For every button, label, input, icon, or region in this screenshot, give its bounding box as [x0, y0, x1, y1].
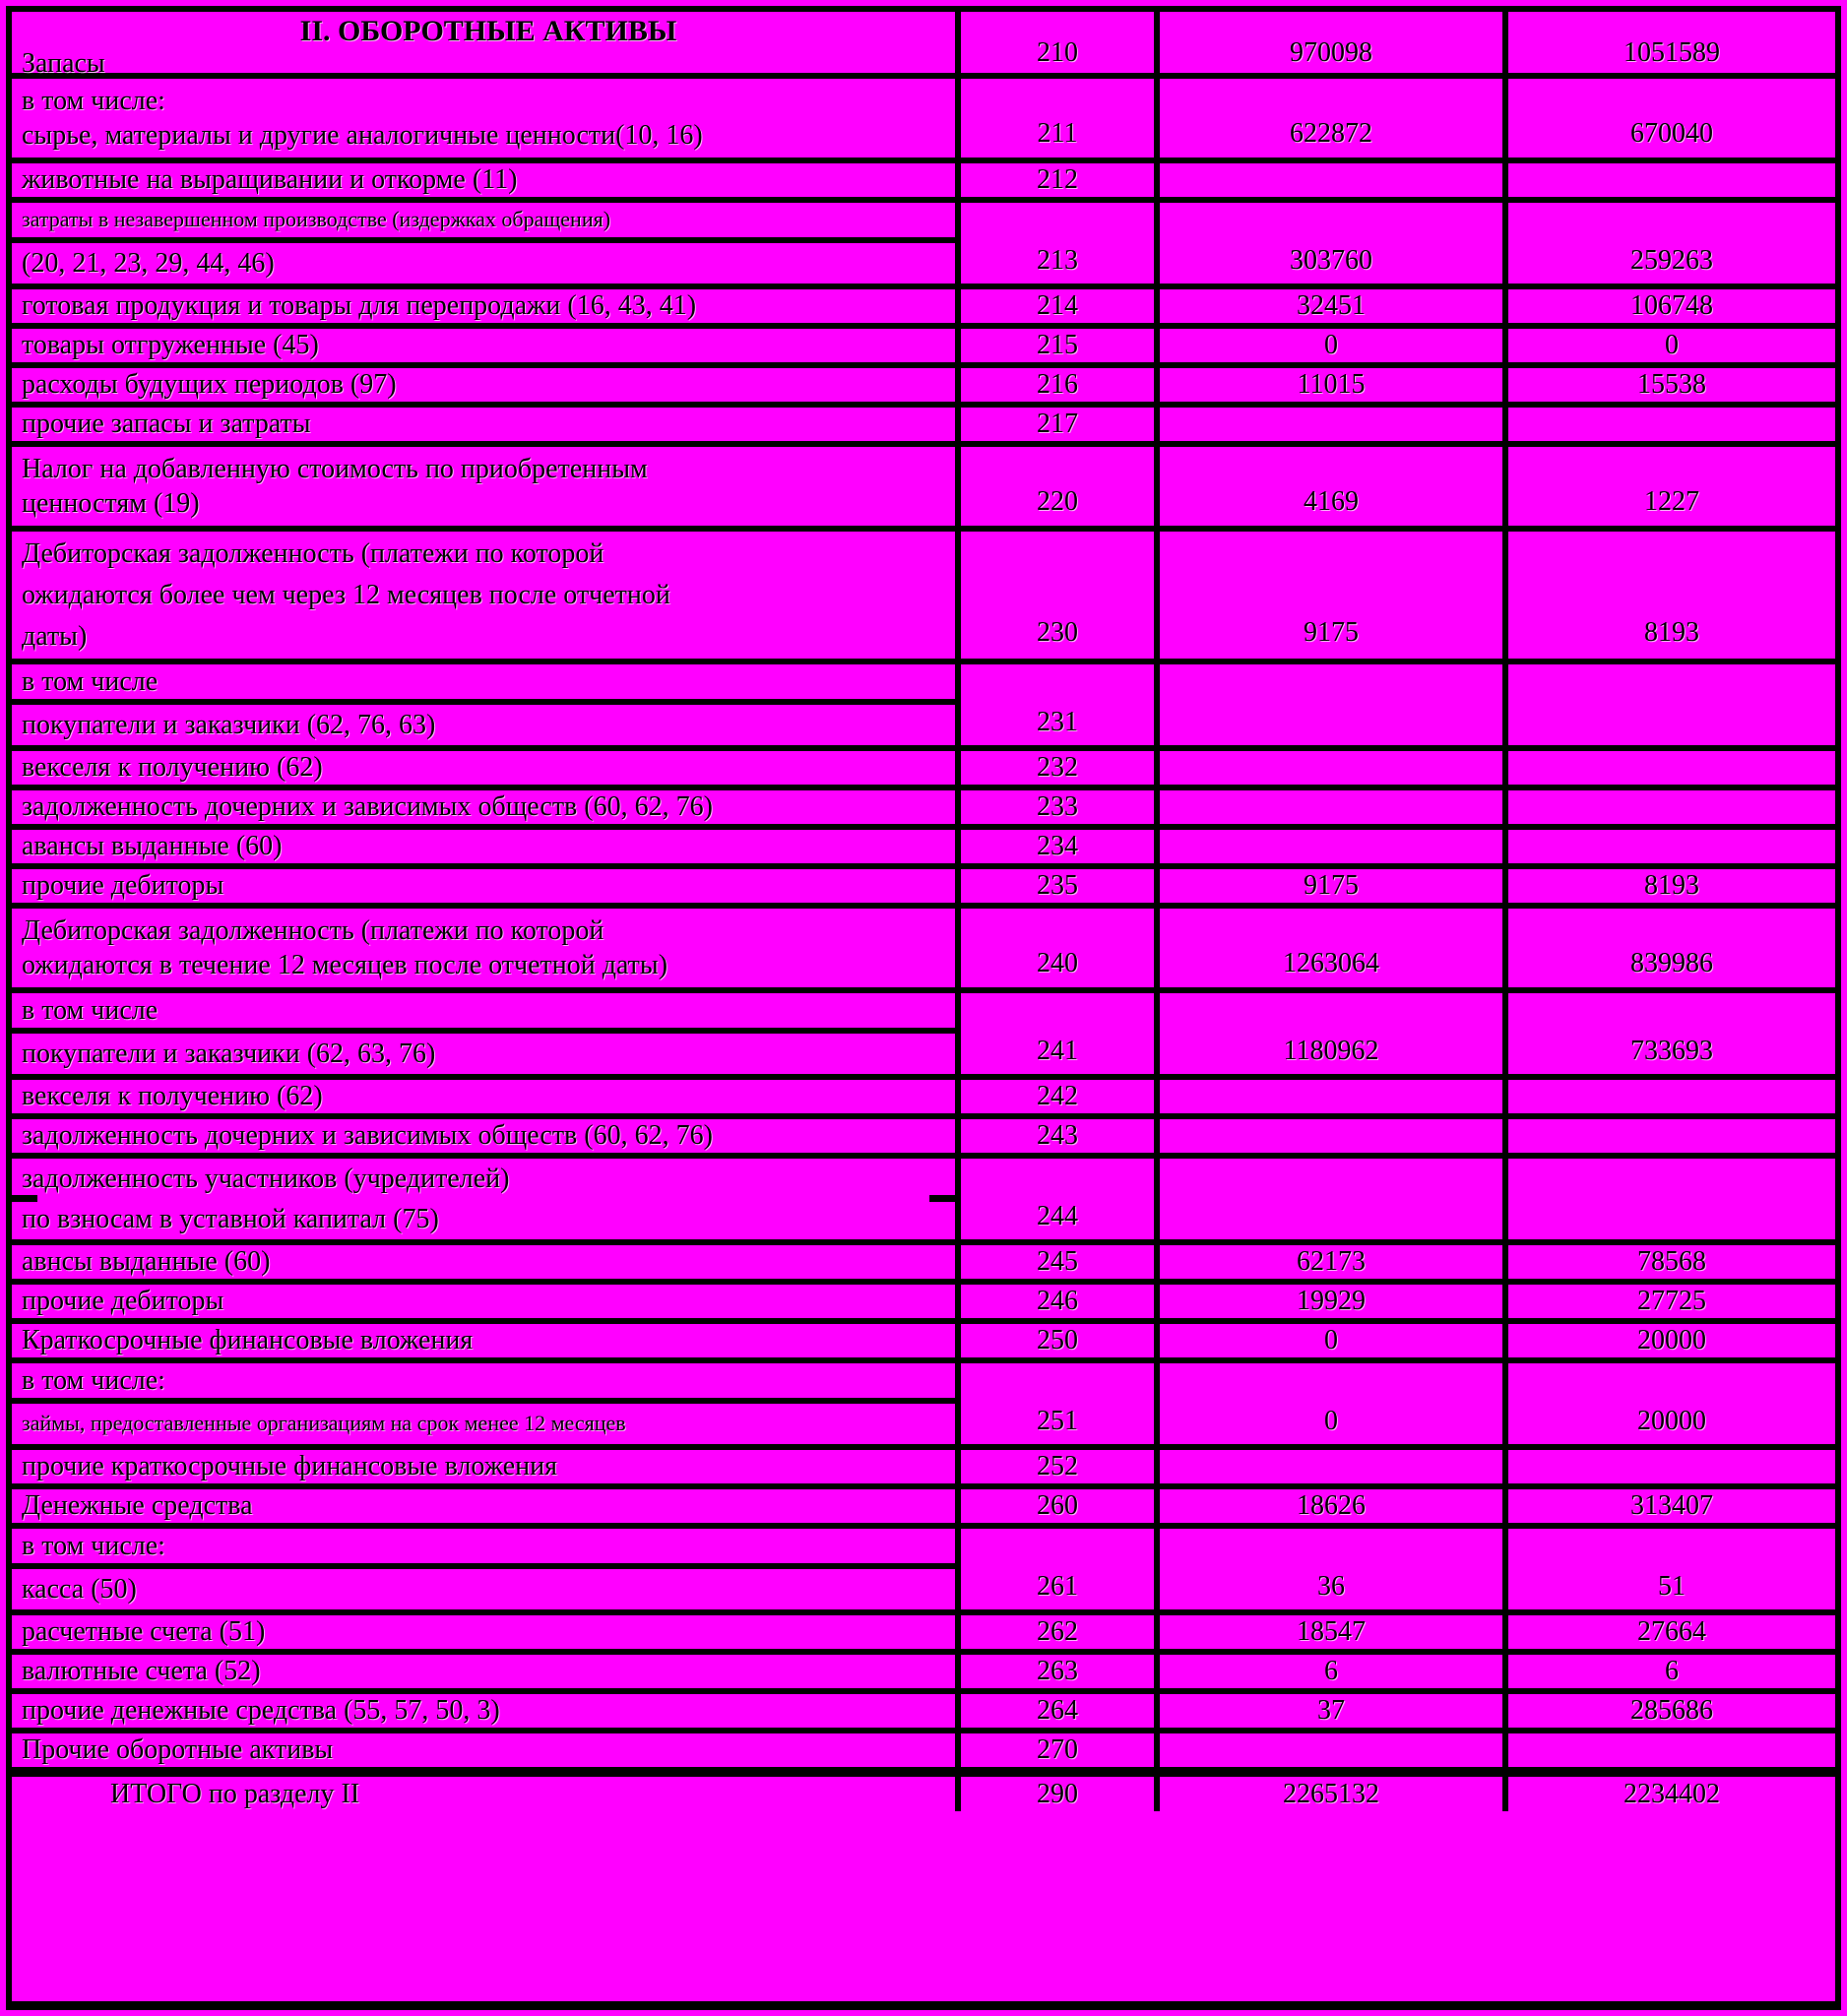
value-start-cell: 37	[1160, 1694, 1508, 1728]
value-start-cell	[1160, 830, 1508, 863]
indicator-text: авансы выданные (60)	[22, 831, 283, 862]
value-end-cell: 27725	[1637, 1286, 1706, 1316]
table-row-213	[12, 197, 1835, 284]
table-row-216	[12, 362, 1835, 402]
indicator-cell	[12, 203, 961, 284]
indicator-subrow	[12, 1363, 955, 1404]
value-start-cell	[1160, 664, 1508, 745]
value-end-cell	[1508, 1080, 1835, 1113]
table-row-243	[12, 1113, 1835, 1153]
indicator-cell	[12, 1655, 961, 1688]
value-start-cell	[1160, 751, 1508, 785]
value-start-cell: 11015	[1160, 368, 1508, 402]
table-row-264	[12, 1688, 1835, 1728]
value-end-cell	[1508, 830, 1835, 863]
code-cell: 230	[961, 532, 1160, 659]
indicator-text: по взносам в уставной капитал (75)	[22, 1203, 439, 1234]
indicator-text: прочие запасы и затраты	[22, 409, 311, 440]
indicator-subrow	[12, 1159, 955, 1199]
code-cell: 233	[961, 790, 1160, 824]
indicator-text: векселя к получению (62)	[22, 752, 323, 784]
code-cell: 216	[961, 368, 1160, 402]
table-row-234	[12, 824, 1835, 863]
code-cell: 215	[961, 329, 1160, 362]
indicator-text: покупатели и заказчики (62, 76, 63)	[22, 709, 436, 740]
indicator-subrow	[12, 993, 955, 1034]
indicator-cell	[12, 329, 961, 362]
code-cell: 235	[961, 869, 1160, 903]
value-end-cell: 285686	[1630, 1695, 1713, 1726]
indicator-cell	[12, 447, 961, 526]
indicator-cell	[12, 1324, 961, 1357]
value-end-cell	[1508, 408, 1835, 441]
value-start-cell: 6	[1160, 1655, 1508, 1688]
table-row-242	[12, 1074, 1835, 1113]
code-cell: 231	[961, 664, 1160, 745]
indicator-text: в том числе:	[22, 1364, 165, 1396]
value-start-cell: 18547	[1160, 1615, 1508, 1649]
code-cell: 246	[961, 1285, 1160, 1318]
indicator-text: расходы будущих периодов (97)	[22, 369, 397, 401]
code-cell: 220	[961, 447, 1160, 526]
value-end-cell	[1508, 1450, 1835, 1483]
value-start-cell: 18626	[1160, 1489, 1508, 1523]
table-row-261	[12, 1523, 1835, 1609]
code-cell: 242	[961, 1080, 1160, 1113]
table-row-251	[12, 1357, 1835, 1444]
table-row-210	[12, 12, 1835, 79]
indicator-text: в том числе:	[22, 1530, 165, 1561]
table-row-252	[12, 1444, 1835, 1483]
table-row-215	[12, 323, 1835, 362]
value-end-cell: 106748	[1630, 290, 1713, 321]
indicator-cell	[12, 869, 961, 903]
indicator-text: векселя к получению (62)	[22, 1081, 323, 1112]
code-cell: 245	[961, 1245, 1160, 1279]
value-end-cell: 15538	[1637, 369, 1706, 400]
indicator-cell	[12, 1119, 961, 1153]
code-cell: 252	[961, 1450, 1160, 1483]
value-start-cell	[1160, 163, 1508, 197]
code-cell: 251	[961, 1363, 1160, 1444]
indicator-text: ожидаются в течение 12 месяцев после отчетной даты)	[22, 949, 669, 980]
value-end-cell: 8193	[1644, 870, 1699, 901]
code-cell: 213	[961, 203, 1160, 284]
code-cell: 243	[961, 1119, 1160, 1153]
code-cell: 290	[961, 1777, 1160, 1811]
table-row-241	[12, 987, 1835, 1074]
table-row-260	[12, 1483, 1835, 1523]
indicator-text: в том числе	[22, 994, 159, 1026]
value-start-cell: 4169	[1160, 447, 1508, 526]
value-end-cell	[1508, 1119, 1835, 1153]
current-assets-table	[6, 6, 1841, 2010]
code-cell: 264	[961, 1694, 1160, 1728]
value-end-cell	[1508, 163, 1835, 197]
value-end-cell: 78568	[1637, 1246, 1706, 1277]
indicator-text: задолженность дочерних и зависимых обществ (60, 62, 76)	[22, 791, 713, 823]
indicator-text: задолженность дочерних и зависимых обществ (60, 62, 76)	[22, 1120, 713, 1152]
table-row-263	[12, 1649, 1835, 1688]
value-start-cell: 62173	[1160, 1245, 1508, 1279]
table-row-217	[12, 402, 1835, 441]
indicator-text: в том числе:	[22, 86, 165, 116]
value-start-cell: 19929	[1160, 1285, 1508, 1318]
indicator-text: прочие дебиторы	[22, 1286, 224, 1317]
indicator-cell	[12, 289, 961, 323]
value-end-cell	[1508, 751, 1835, 785]
value-end-cell: 313407	[1630, 1490, 1713, 1521]
code-cell: 260	[961, 1489, 1160, 1523]
indicator-text: ИТОГО по разделу II	[110, 1778, 360, 1809]
value-start-cell: 970098	[1160, 12, 1508, 73]
indicator-subrow	[12, 664, 955, 705]
indicator-text: задолженность участников (учредителей)	[22, 1163, 510, 1194]
code-cell: 244	[961, 1159, 1160, 1239]
table-row-214	[12, 284, 1835, 323]
value-end-cell	[1508, 1159, 1835, 1239]
table-row-270	[12, 1728, 1835, 1767]
indicator-cell	[12, 1615, 961, 1649]
value-end-cell: 670040	[1630, 118, 1713, 149]
indicator-text: Дебиторская задолженность (платежи по которой	[22, 538, 605, 569]
table-row-240	[12, 903, 1835, 987]
table-row-231	[12, 659, 1835, 745]
indicator-cell	[12, 909, 961, 987]
value-start-cell: 36	[1160, 1529, 1508, 1609]
indicator-cell	[12, 12, 961, 79]
indicator-cell	[12, 368, 961, 402]
value-start-cell	[1160, 1119, 1508, 1153]
indicator-text: прочие денежные средства (55, 57, 50, 3)	[22, 1695, 500, 1727]
indicator-text: Дебиторская задолженность (платежи по которой	[22, 915, 605, 946]
indicator-cell	[12, 163, 961, 197]
indicator-cell	[12, 790, 961, 824]
table-row-230	[12, 526, 1835, 659]
code-cell: 232	[961, 751, 1160, 785]
value-end-cell: 1051589	[1624, 37, 1720, 68]
value-start-cell	[1160, 1450, 1508, 1483]
code-cell: 250	[961, 1324, 1160, 1357]
value-start-cell	[1160, 790, 1508, 824]
indicator-subrow	[12, 1199, 955, 1239]
indicator-text: животные на выращивании и откорме (11)	[22, 164, 518, 196]
indicator-text: валютные счета (52)	[22, 1656, 261, 1687]
value-start-cell	[1160, 1733, 1508, 1767]
indicator-text: даты)	[22, 620, 88, 652]
indicator-cell	[12, 79, 961, 158]
indicator-text: авнсы выданные (60)	[22, 1246, 271, 1278]
indicator-subrow	[12, 705, 955, 745]
indicator-cell	[12, 1245, 961, 1279]
table-row-245	[12, 1239, 1835, 1279]
value-start-cell: 1263064	[1160, 909, 1508, 987]
code-cell: 234	[961, 830, 1160, 863]
indicator-text: в том числе	[22, 665, 159, 697]
value-end-cell: 0	[1665, 330, 1679, 360]
indicator-cell	[12, 1489, 961, 1523]
value-end-cell: 51	[1658, 1571, 1686, 1602]
value-start-cell	[1160, 1080, 1508, 1113]
value-end-cell: 20000	[1637, 1406, 1706, 1436]
table-row-233	[12, 785, 1835, 824]
indicator-cell	[12, 1285, 961, 1318]
value-start-cell	[1160, 408, 1508, 441]
indicator-subrow	[12, 1529, 955, 1569]
value-start-cell: 0	[1160, 1324, 1508, 1357]
value-start-cell: 9175	[1160, 869, 1508, 903]
table-row-244	[12, 1153, 1835, 1239]
indicator-cell	[12, 1363, 961, 1444]
value-end-cell: 839986	[1630, 948, 1713, 978]
value-start-cell: 622872	[1160, 79, 1508, 158]
table-row-250	[12, 1318, 1835, 1357]
indicator-cell	[12, 664, 961, 745]
indicator-subrow	[12, 243, 955, 284]
code-cell: 214	[961, 289, 1160, 323]
table-row-235	[12, 863, 1835, 903]
table-row-212	[12, 158, 1835, 197]
indicator-text: касса (50)	[22, 1573, 137, 1605]
table-row-290	[12, 1767, 1835, 1811]
indicator-subrow	[12, 203, 955, 243]
indicator-text: ценностям (19)	[22, 487, 200, 519]
code-cell: 212	[961, 163, 1160, 197]
indicator-cell	[12, 1159, 961, 1239]
value-end-cell: 2234402	[1624, 1778, 1720, 1809]
indicator-text: ожидаются более чем через 12 месяцев после отчетной	[22, 579, 670, 610]
indicator-text: Краткосрочные финансовые вложения	[22, 1325, 474, 1356]
table-row-220	[12, 441, 1835, 526]
indicator-cell	[12, 993, 961, 1074]
indicator-cell	[12, 1694, 961, 1728]
indicator-cell	[12, 1450, 961, 1483]
indicator-text: прочие дебиторы	[22, 870, 224, 902]
code-cell: 263	[961, 1655, 1160, 1688]
value-end-cell: 20000	[1637, 1325, 1706, 1355]
indicator-text: затраты в незавершенном производстве (издержках обращения)	[22, 207, 611, 232]
indicator-text: готовая продукция и товары для перепродажи (16, 43, 41)	[22, 290, 697, 322]
value-end-cell: 1227	[1644, 486, 1699, 517]
indicator-cell	[12, 751, 961, 785]
indicator-text: Денежные средства	[22, 1490, 253, 1522]
value-end-cell: 27664	[1637, 1616, 1706, 1647]
indicator-text: сырье, материалы и другие аналогичные ценности(10, 16)	[22, 119, 703, 151]
indicator-text: прочие краткосрочные финансовые вложения	[22, 1451, 557, 1482]
code-cell: 262	[961, 1615, 1160, 1649]
value-start-cell: 303760	[1160, 203, 1508, 284]
code-cell: 210	[961, 12, 1160, 73]
indicator-text: (20, 21, 23, 29, 44, 46)	[22, 247, 275, 279]
indicator-text: займы, предоставленные организациям на срок менее 12 месяцев	[22, 1411, 626, 1436]
value-end-cell: 6	[1665, 1656, 1679, 1686]
indicator-subrow	[12, 1404, 955, 1444]
indicator-cell	[12, 1733, 961, 1767]
table-row-246	[12, 1279, 1835, 1318]
indicator-text: Запасы	[22, 47, 105, 79]
table-row-211	[12, 73, 1835, 158]
section-title: II. ОБОРОТНЫЕ АКТИВЫ	[299, 15, 677, 47]
value-end-cell: 259263	[1630, 245, 1713, 276]
indicator-cell	[12, 830, 961, 863]
indicator-cell	[12, 408, 961, 441]
value-end-cell	[1508, 790, 1835, 824]
table-row-262	[12, 1609, 1835, 1649]
indicator-text: Налог на добавленную стоимость по приобретенным	[22, 454, 648, 484]
code-cell: 217	[961, 408, 1160, 441]
indicator-cell	[12, 532, 961, 659]
value-start-cell: 0	[1160, 1363, 1508, 1444]
value-start-cell: 0	[1160, 329, 1508, 362]
indicator-subrow	[12, 1569, 955, 1609]
indicator-subrow	[12, 1034, 955, 1074]
code-cell: 261	[961, 1529, 1160, 1609]
value-start-cell	[1160, 1159, 1508, 1239]
indicator-text: расчетные счета (51)	[22, 1616, 266, 1648]
value-start-cell: 2265132	[1160, 1777, 1508, 1811]
value-start-cell: 1180962	[1160, 993, 1508, 1074]
table-row-232	[12, 745, 1835, 785]
code-cell: 241	[961, 993, 1160, 1074]
indicator-cell	[12, 1080, 961, 1113]
value-start-cell: 32451	[1160, 289, 1508, 323]
indicator-cell	[12, 1777, 961, 1811]
indicator-text: товары отгруженные (45)	[22, 330, 319, 361]
indicator-text: покупатели и заказчики (62, 63, 76)	[22, 1038, 436, 1069]
value-end-cell: 8193	[1644, 617, 1699, 648]
value-end-cell	[1508, 664, 1835, 745]
code-cell: 240	[961, 909, 1160, 987]
value-end-cell	[1508, 1733, 1835, 1767]
code-cell: 211	[961, 79, 1160, 158]
code-cell: 270	[961, 1733, 1160, 1767]
value-end-cell: 733693	[1630, 1036, 1713, 1066]
indicator-cell	[12, 1529, 961, 1609]
indicator-text: Прочие оборотные активы	[22, 1734, 334, 1766]
value-start-cell: 9175	[1160, 532, 1508, 659]
